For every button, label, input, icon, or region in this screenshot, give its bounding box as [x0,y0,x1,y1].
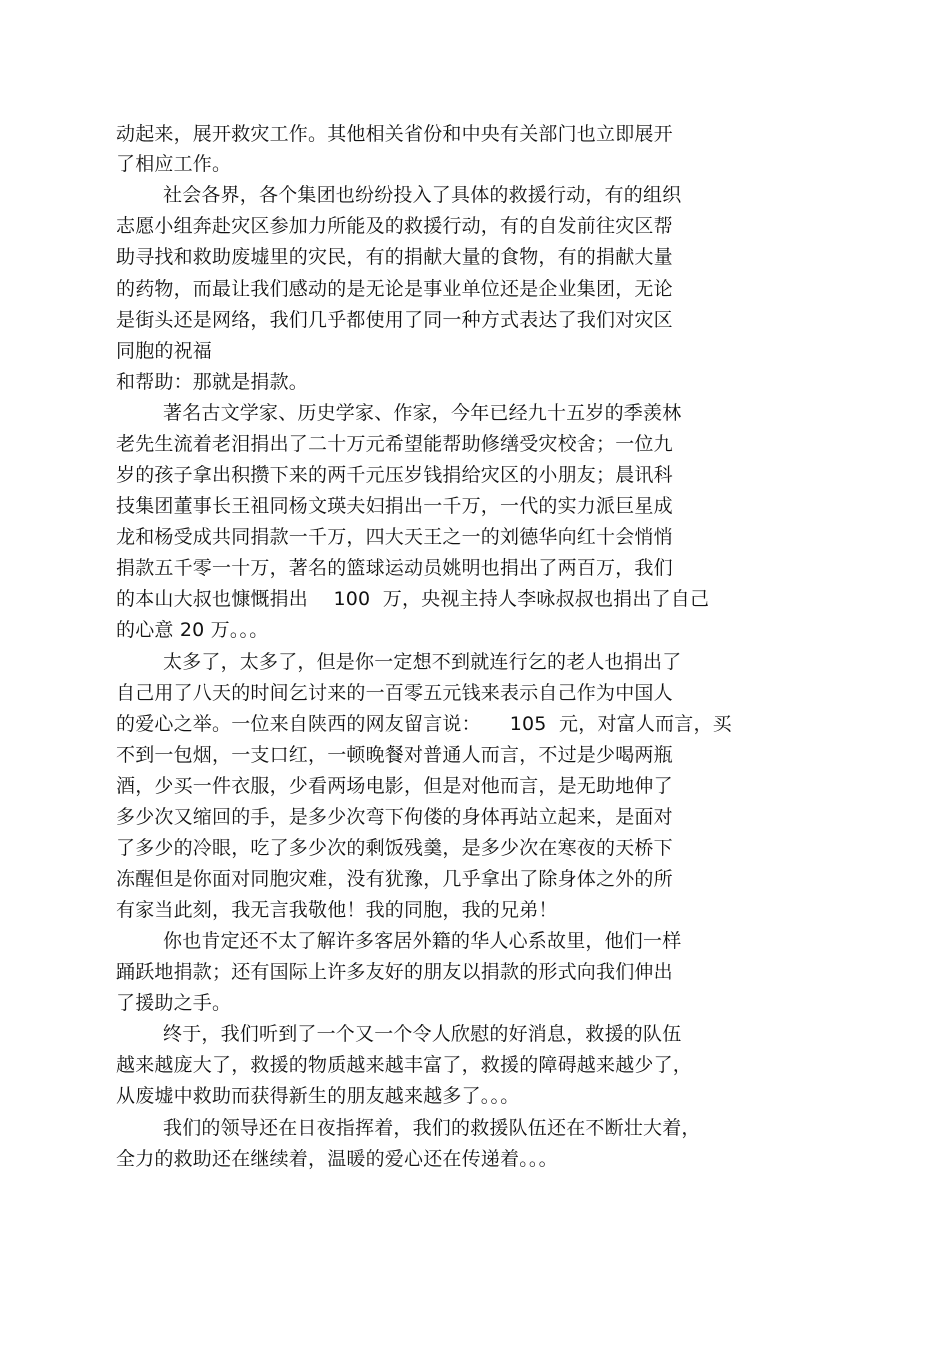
text-line: 岁的孩子拿出积攒下来的两千元压岁钱捐给灾区的小朋友；晨讯科 [116,464,673,486]
text-line: 太多了，太多了，但是你一定想不到就连行乞的老人也捐出了 [163,651,682,673]
text-line: 我们的领导还在日夜指挥着，我们的救援队伍还在不断壮大着， [163,1117,701,1139]
text-line: 社会各界，各个集团也纷纷投入了具体的救援行动，有的组织 [163,184,682,206]
text-line: 动起来，展开救灾工作。其他相关省份和中央有关部门也立即展开 [116,123,673,145]
text-line: 的药物，而最让我们感动的是无论是事业单位还是企业集团，无论 [116,278,673,300]
text-line: 多少次又缩回的手，是多少次弯下佝偻的身体再站立起来，是面对 [116,806,673,828]
text-line: 你也肯定还不太了解许多客居外籍的华人心系故里，他们一样 [163,930,682,952]
text-line: 全力的救助还在继续着，温暖的爱心还在传递着。。。 [116,1148,558,1170]
text-line: 不到一包烟，一支口红，一顿晚餐对普通人而言，不过是少喝两瓶 [116,744,673,766]
text-line: 是街头还是网络，我们几乎都使用了同一种方式表达了我们对灾区 [116,309,673,331]
text-line: 了援助之手。 [116,992,232,1014]
text-line: 志愿小组奔赴灾区参加力所能及的救援行动，有的自发前往灾区帮 [116,215,673,237]
text-line: 龙和杨受成共同捐款一千万，四大天王之一的刘德华向红十会悄悄 [116,526,673,548]
text-line: 踊跃地捐款；还有国际上许多友好的朋友以捐款的形式向我们伸出 [116,961,673,983]
text-line: 捐款五千零一十万，著名的篮球运动员姚明也捐出了两百万，我们 [116,557,673,579]
text-line: 和帮助：那就是捐款。 [116,371,309,393]
text-line: 从废墟中救助而获得新生的朋友越来越多了。。。 [116,1085,520,1107]
text-line: 的爱心之举。一位来自陕西的网友留言说： 105 元，对富人而言，买 [116,713,732,735]
text-line: 同胞的祝福 [116,340,213,362]
text-line: 的本山大叔也慷慨捐出 100 万，央视主持人李咏叔叔也捐出了自己 [116,588,710,610]
text-line: 著名古文学家、历史学家、作家，今年已经九十五岁的季羡林 [163,402,682,424]
text-line: 酒，少买一件衣服，少看两场电影，但是对他而言，是无助地伸了 [116,775,673,797]
text-line: 越来越庞大了，救援的物质越来越丰富了，救援的障碍越来越少了， [116,1054,693,1076]
text-line: 冻醒但是你面对同胞灾难，没有犹豫，几乎拿出了除身体之外的所 [116,868,673,890]
text-line: 自己用了八天的时间乞讨来的一百零五元钱来表示自己作为中国人 [116,682,673,704]
text-line: 的心意 20 万。。。 [116,619,269,641]
text-line: 技集团董事长王祖同杨文瑛夫妇捐出一千万，一代的实力派巨星成 [116,495,673,517]
text-line: 了多少的冷眼，吃了多少次的剩饭残羹，是多少次在寒夜的天桥下 [116,837,673,859]
text-line: 了相应工作。 [116,153,232,175]
text-line: 终于，我们听到了一个又一个令人欣慰的好消息，救援的队伍 [163,1023,682,1045]
text-line: 有家当此刻，我无言我敬他！我的同胞，我的兄弟！ [116,899,558,921]
text-line: 助寻找和救助废墟里的灾民，有的捐献大量的食物，有的捐献大量 [116,246,673,268]
text-line: 老先生流着老泪捐出了二十万元希望能帮助修缮受灾校舍；一位九 [116,433,673,455]
